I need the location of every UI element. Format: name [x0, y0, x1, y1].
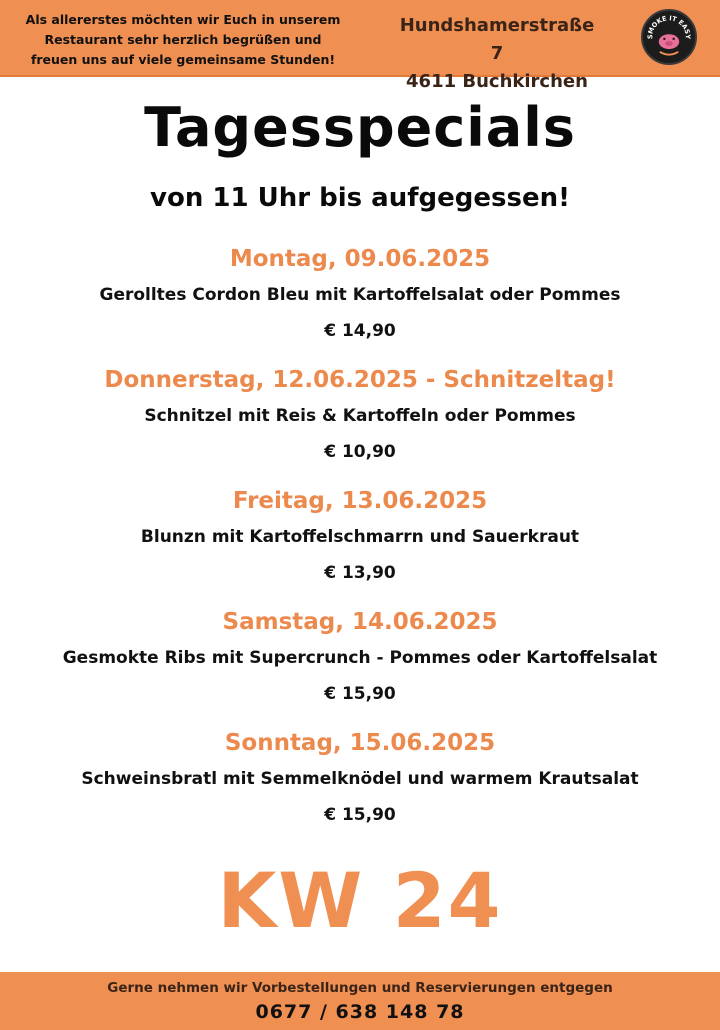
address-street: Hundshamerstraße 7 [399, 15, 595, 64]
special-price: € 14,90 [324, 321, 396, 341]
special-day: Freitag, 13.06.2025 [232, 488, 488, 514]
special-price: € 15,90 [324, 805, 396, 825]
special-dish: Blunzn mit Kartoffelschmarrn und Sauerkraut [140, 527, 580, 547]
special-day: Montag, 09.06.2025 [229, 246, 491, 272]
address [392, 12, 602, 96]
specials-list [0, 242, 720, 847]
special-dish: Schnitzel mit Reis & Kartoffeln oder Pommes [144, 406, 576, 426]
special-item [0, 484, 720, 605]
special-day: Sonntag, 15.06.2025 [224, 730, 496, 756]
special-item [0, 726, 720, 847]
reservation-note: Gerne nehmen wir Vorbestellungen und Reservierungen entgegen [107, 980, 613, 996]
welcome-line: Restaurant sehr herzlich begrüßen und [44, 32, 322, 47]
special-day: Donnerstag, 12.06.2025 - Schnitzeltag! [104, 367, 616, 393]
special-dish: Gerolltes Cordon Bleu mit Kartoffelsalat oder Pommes [99, 285, 621, 305]
welcome-message [22, 10, 344, 70]
pig-smoke-logo-icon [641, 9, 697, 65]
header-banner [0, 0, 720, 92]
calendar-week: KW 24 [217, 856, 503, 945]
logo-text: SMOKE IT EASY [646, 14, 692, 40]
page-subtitle: von 11 Uhr bis aufgegessen! [150, 183, 570, 213]
special-price: € 15,90 [324, 684, 396, 704]
special-dish: Schweinsbratl mit Semmelknödel und warmem Krautsalat [81, 769, 639, 789]
special-item [0, 363, 720, 484]
special-day: Samstag, 14.06.2025 [222, 609, 498, 635]
page-title: Tagesspecials [144, 96, 576, 159]
special-item [0, 605, 720, 726]
special-item [0, 242, 720, 363]
footer-banner [0, 972, 720, 1030]
welcome-line: freuen uns auf viele gemeinsame Stunden! [30, 52, 336, 67]
phone-number: 0677 / 638 148 78 [255, 1001, 465, 1023]
special-dish: Gesmokte Ribs mit Supercrunch - Pommes oder Kartoffelsalat [62, 648, 658, 668]
special-price: € 13,90 [324, 563, 396, 583]
welcome-line: Als allererstes möchten wir Euch in unserem [25, 12, 341, 27]
address-city: 4611 Buchkirchen [406, 71, 588, 92]
special-price: € 10,90 [324, 442, 396, 462]
